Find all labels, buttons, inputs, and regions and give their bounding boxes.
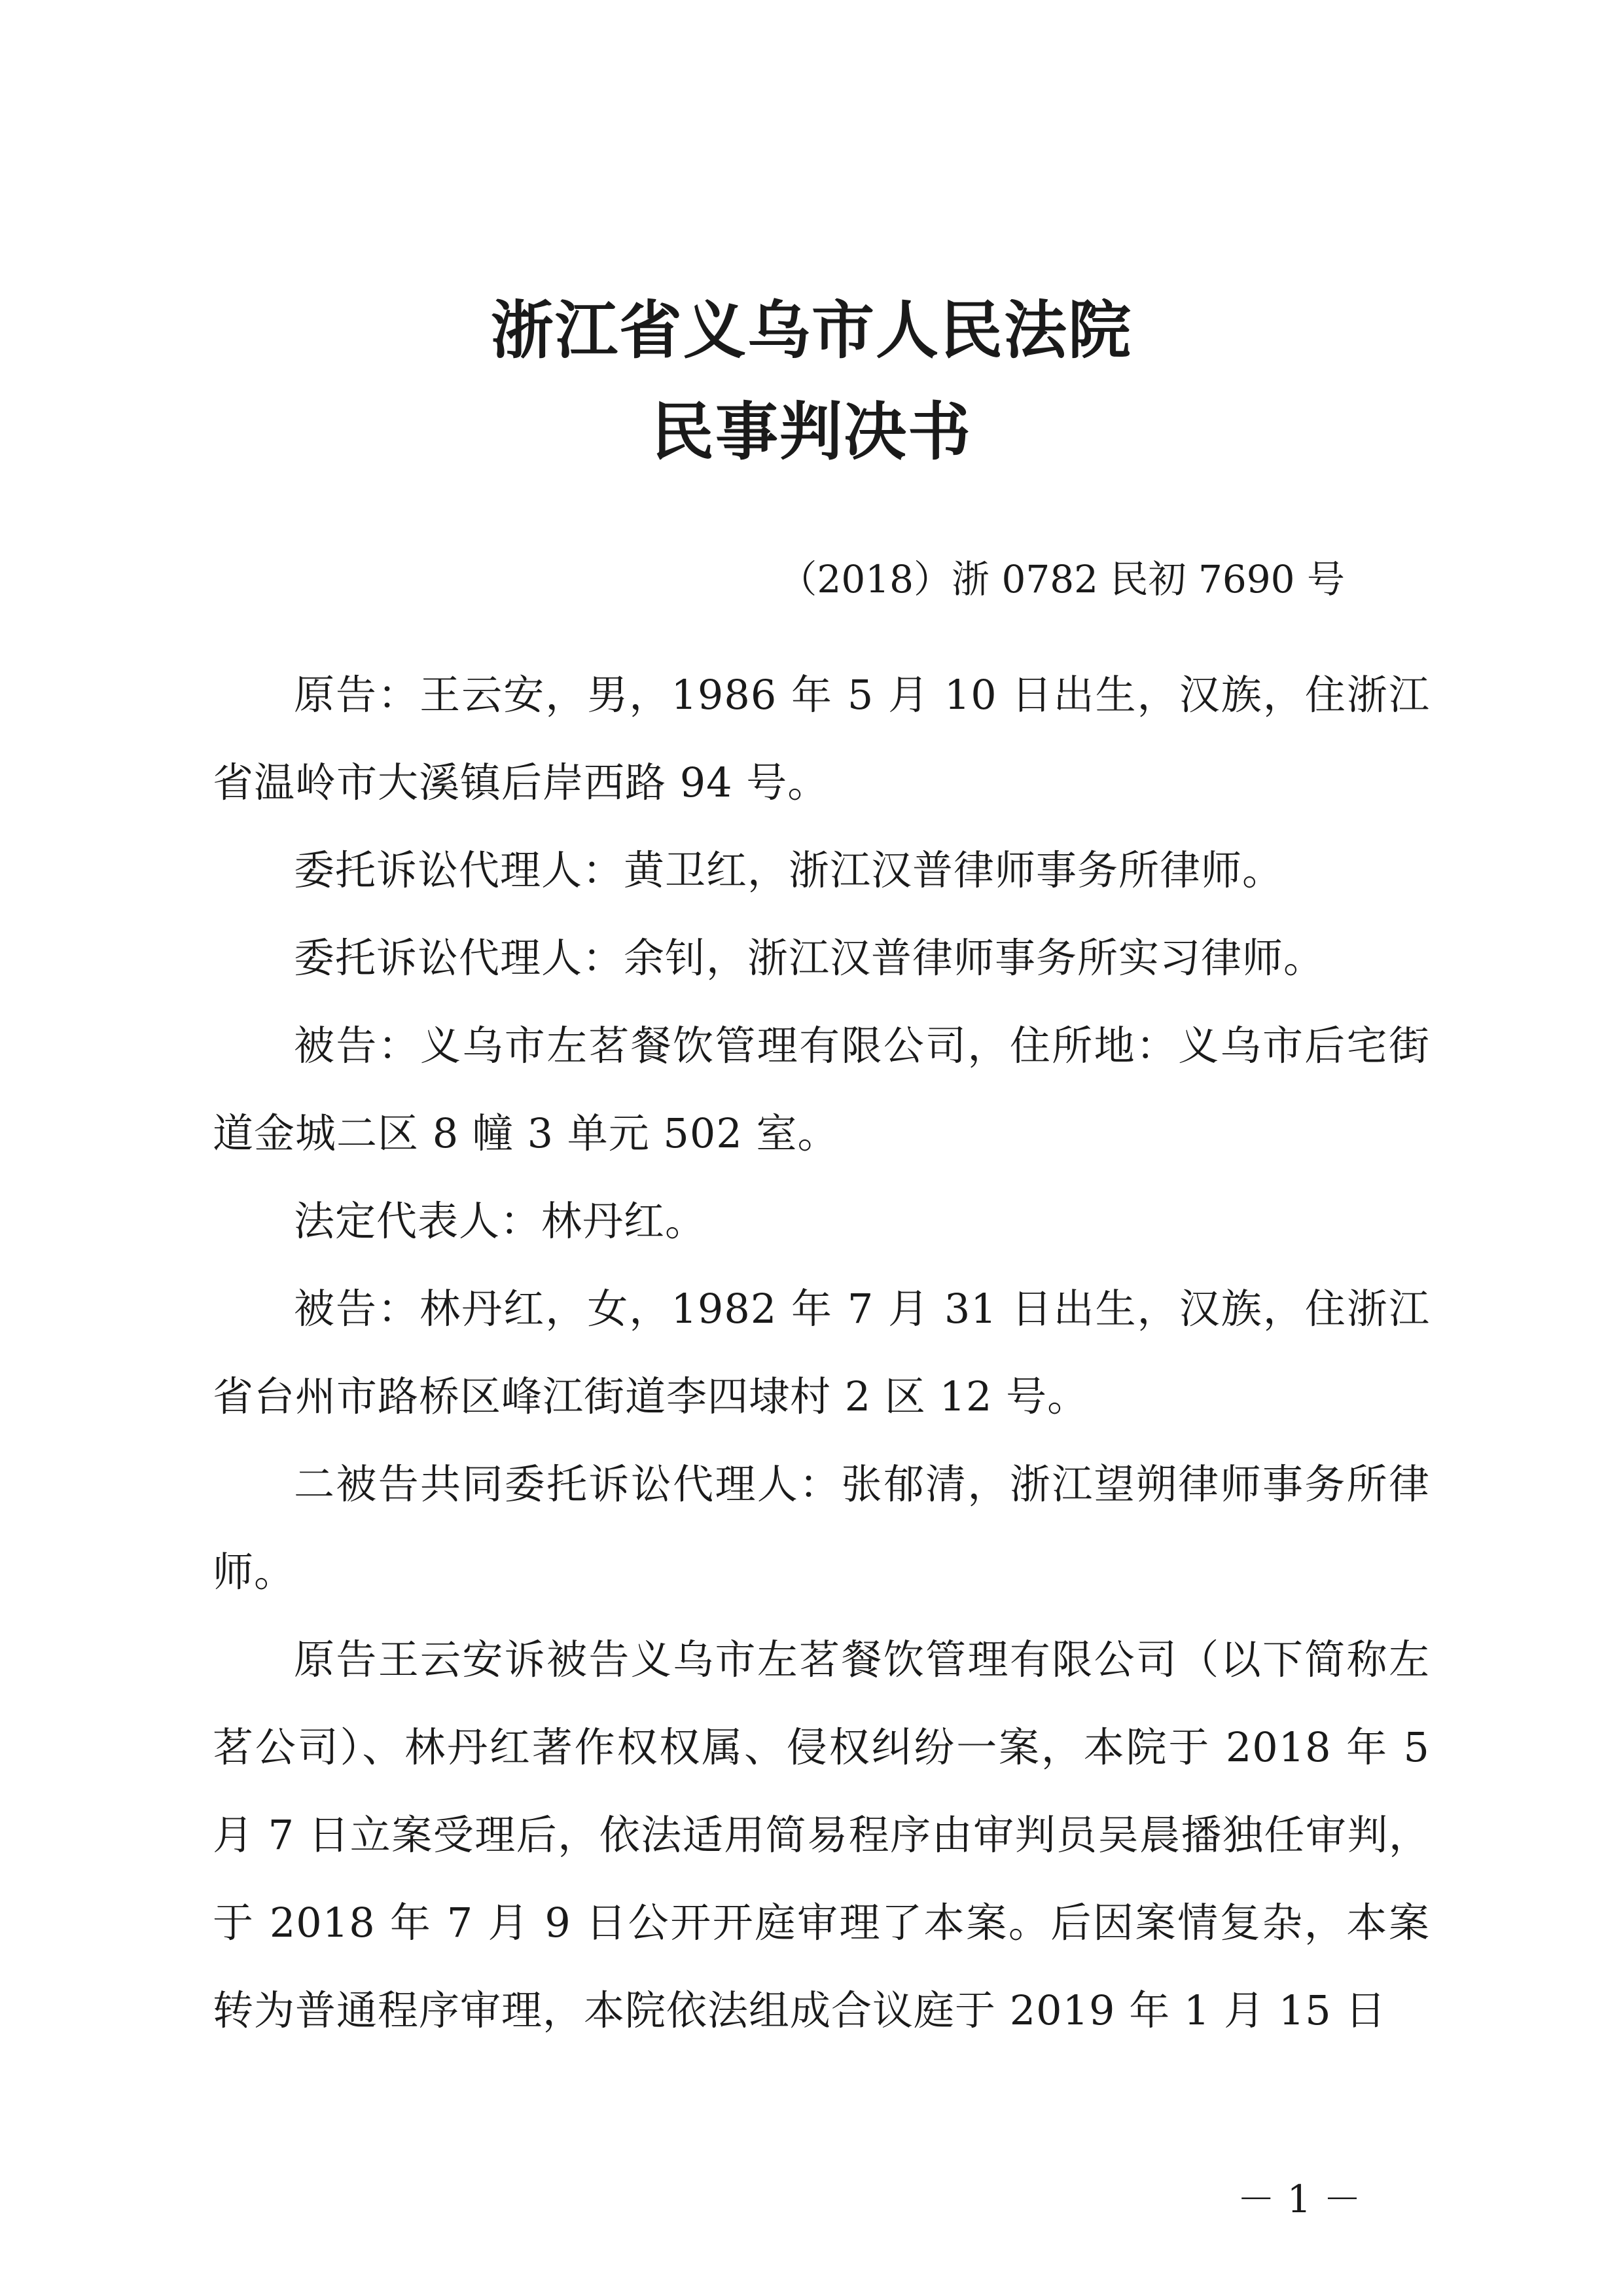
defendant-individual-paragraph: 被告：林丹红，女，1982 年 7 月 31 日出生，汉族，住浙江省台州市路桥区峰江街道李四埭村 2 区 12 号。 [213,1285,1430,1420]
document-type: 民事判决书 [651,395,972,469]
plaintiff-agent-1: 委托诉讼代理人：黄卫红，浙江汉普律师事务所律师。 [294,846,1284,894]
judgment-body [213,651,1430,2054]
page-number: － 1 － [1237,2177,1361,2221]
legal-representative: 法定代表人：林丹红。 [294,1197,707,1245]
case-number: （2018）浙 0782 民初 7690 号 [779,557,1345,601]
plaintiff-agent-2: 委托诉讼代理人：余钊，浙江汉普律师事务所实习律师。 [294,934,1325,982]
defendant-company-paragraph: 被告：义乌市左茗餐饮管理有限公司，住所地：义乌市后宅街道金城二区 8 幢 3 单元 502 室。 [213,1022,1430,1157]
plaintiff-paragraph: 原告：王云安，男，1986 年 5 月 10 日出生，汉族，住浙江省温岭市大溪镇后岸西路 94 号。 [213,671,1430,806]
court-name: 浙江省义乌市人民法院 [491,294,1132,367]
case-summary-paragraph: 原告王云安诉被告义乌市左茗餐饮管理有限公司（以下简称左茗公司）、林丹红著作权权属、侵权纠纷一案，本院于 2018 年 5 月 7 日立案受理后，依法适用简易程序由审判员吴晨播独任审判，于 2018 年 7 月 9 日公开开庭审理了本案。后因案情复杂，本案转为普通程序审理，本院依法组成合议庭于 2019 年 1 月 15 日 [213,1636,1430,2034]
defendants-agent-paragraph: 二被告共同委托诉讼代理人：张郁清，浙江望朔律师事务所律师。 [213,1460,1430,1596]
